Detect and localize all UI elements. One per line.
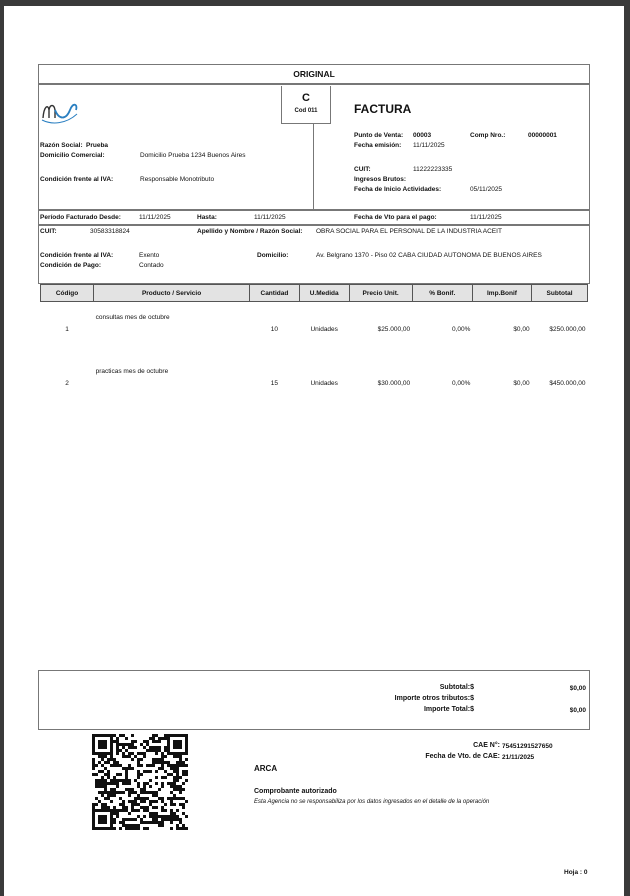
cae-due: 21/11/2025 [502, 754, 535, 761]
doc-type: FACTURA [354, 102, 412, 116]
cell-subtotal: $450.000,00 [549, 379, 586, 387]
col-precio: Precio Unit. [349, 285, 412, 302]
col-impbonif: Imp.Bonif [472, 285, 531, 302]
cae-label: CAE N°: [473, 742, 500, 749]
total-value: $0,00 [569, 707, 586, 714]
issuer-cuit: 11222223335 [413, 166, 453, 173]
col-subtotal: Subtotal [532, 285, 588, 302]
issue-date: 11/11/2025 [413, 142, 445, 149]
issuer-iva: Responsable Monotributo [140, 176, 215, 183]
cell-codigo: 1 [65, 325, 69, 333]
table-header-row [41, 285, 588, 302]
cell-bonif: 0,00% [451, 379, 471, 387]
due-date-label: Fecha de Vto para el pago: [354, 214, 437, 221]
domicilio-label: Domicilio Comercial: [40, 152, 105, 159]
client-domicilio: Av. Belgrano 1370 - Piso 02 CABA CIUDAD AUTONOMA DE BUENOS AIRES [316, 252, 542, 259]
gross-income-label: Ingresos Brutos: [354, 176, 407, 183]
table-row [41, 302, 588, 357]
cell-bonif: 0,00% [451, 325, 471, 333]
cell-producto: consultas mes de octubre [95, 314, 170, 321]
cell-precio: $30.000,00 [377, 379, 411, 387]
subtotal-label: Subtotal:$ [439, 684, 474, 691]
invoice-letter: C [302, 92, 310, 104]
razon-social-label: Razón Social: [40, 142, 83, 149]
issuer-cuit-label: CUIT: [354, 166, 371, 173]
col-bonif: % Bonif. [412, 285, 472, 302]
invoice-type-box [281, 86, 331, 124]
comp-nro-label: Comp Nro.: [470, 132, 506, 139]
cell-umedida: Unidades [310, 325, 338, 333]
cell-precio: $25.000,00 [377, 325, 411, 333]
cae-due-label: Fecha de Vto. de CAE: [425, 753, 500, 760]
domicilio: Domicilio Prueba 1234 Buenos Aires [140, 152, 246, 159]
due-date: 11/11/2025 [470, 214, 502, 221]
issuer-iva-label: Condición frente al IVA: [40, 176, 114, 183]
point-of-sale: 00003 [413, 132, 432, 139]
invoice-code: Cod 011 [294, 108, 318, 114]
period-from-label: Período Facturado Desde: [40, 214, 121, 221]
col-umedida: U.Medida [299, 285, 349, 302]
invoice-page [4, 6, 624, 896]
cell-impbonif: $0,00 [513, 325, 530, 333]
subtotal-value: $0,00 [569, 685, 586, 692]
col-cantidad: Cantidad [250, 285, 300, 302]
header-divider [313, 124, 314, 210]
authorized-label: Comprobante autorizado [254, 788, 337, 795]
total-label: Importe Total:$ [423, 706, 474, 713]
period-from: 11/11/2025 [139, 214, 171, 221]
comp-nro: 00000001 [528, 132, 557, 139]
client-cuit-label: CUIT: [40, 228, 57, 235]
payment: Contado [139, 262, 164, 269]
cae-number: 75451291527650 [502, 743, 553, 750]
razon-social: Prueba [86, 142, 109, 149]
activity-start-label: Fecha de Inicio Actividades: [354, 186, 442, 193]
items-table [40, 284, 588, 410]
client-cuit: 30583318824 [90, 228, 130, 235]
period-to: 11/11/2025 [254, 214, 286, 221]
client-iva-label: Condición frente al IVA: [40, 252, 114, 259]
copy-label: ORIGINAL [293, 69, 335, 79]
cell-producto: practicas mes de octubre [95, 368, 169, 375]
client-name-label: Apellido y Nombre / Razón Social: [197, 228, 303, 235]
period-to-label: Hasta: [197, 214, 217, 221]
col-producto: Producto / Servicio [94, 285, 250, 302]
col-codigo: Código [41, 285, 94, 302]
cell-subtotal: $250.000,00 [549, 325, 586, 333]
cell-cantidad: 10 [270, 325, 279, 333]
client-iva: Exento [139, 252, 160, 259]
other-taxes-label: Importe otros tributos:$ [394, 695, 474, 702]
client-domicilio-label: Domicilio: [257, 252, 289, 259]
client-name: OBRA SOCIAL PARA EL PERSONAL DE LA INDUSTRIA ACEIT [316, 228, 502, 235]
cell-cantidad: 15 [270, 379, 279, 387]
issue-date-label: Fecha emisión: [354, 142, 402, 149]
copy-banner [38, 64, 590, 84]
table-row [41, 356, 588, 410]
point-of-sale-label: Punto de Venta: [354, 132, 404, 139]
agency-name: ARCA [254, 764, 278, 773]
cell-codigo: 2 [65, 379, 69, 387]
disclaimer: Esta Agencia no se responsabiliza por los datos ingresados en el detalle de la operación [254, 799, 490, 805]
cell-umedida: Unidades [310, 379, 338, 387]
activity-start: 05/11/2025 [470, 186, 503, 193]
qr-code [92, 734, 188, 830]
page-number: Hoja : 0 [564, 869, 588, 876]
company-logo [40, 98, 80, 124]
cell-impbonif: $0,00 [513, 379, 530, 387]
payment-label: Condición de Pago: [40, 262, 102, 269]
